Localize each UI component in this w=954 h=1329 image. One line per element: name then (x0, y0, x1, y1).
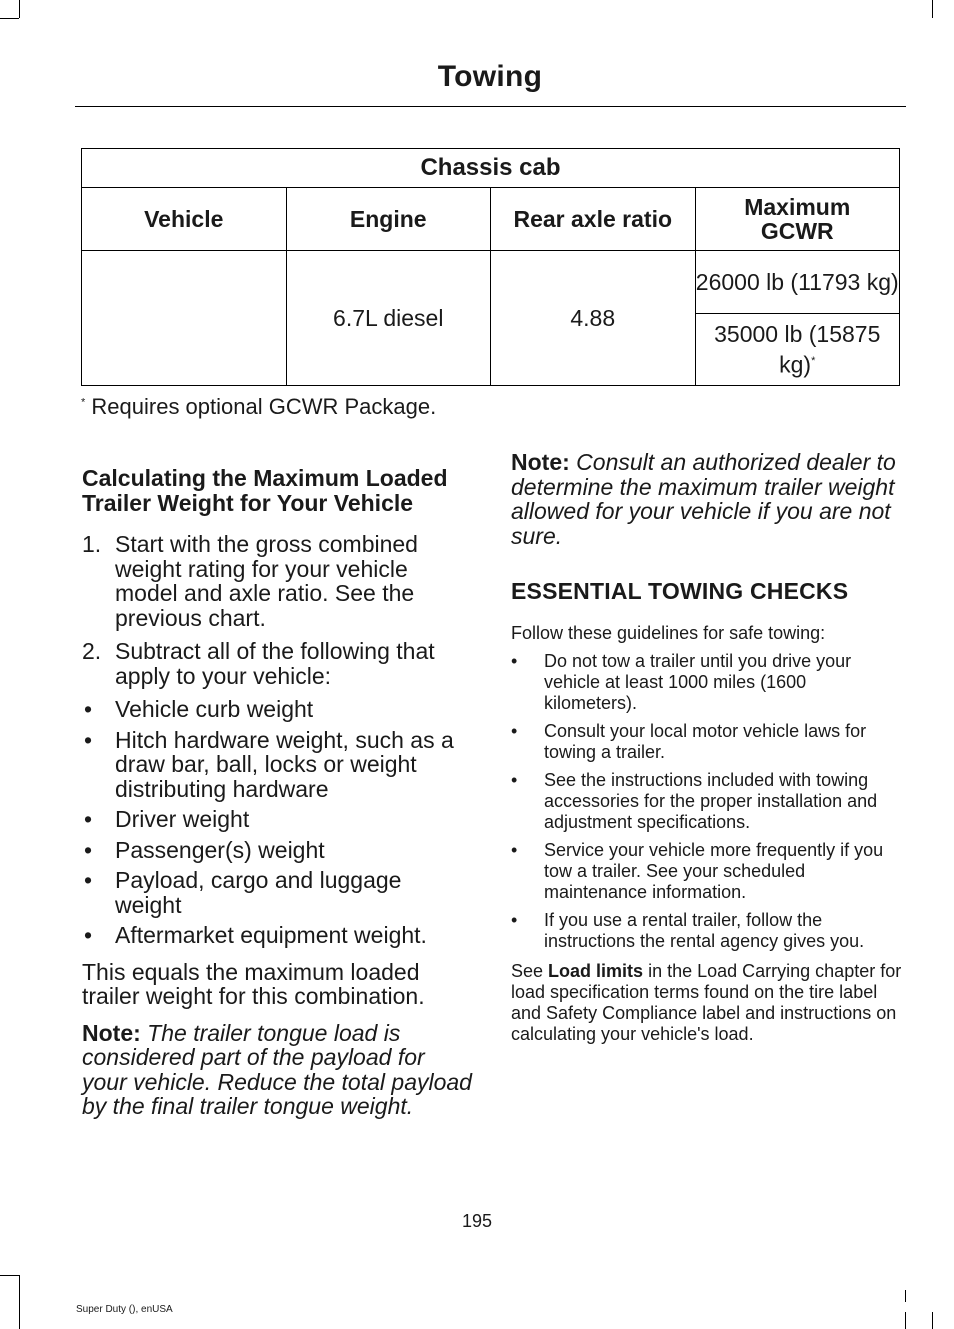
crop-mark (19, 1275, 20, 1329)
note-label: Note: (511, 449, 570, 475)
left-column (82, 466, 474, 1119)
item-text: Service your vehicle more frequently if you tow a trailer. See your scheduled maintenance information. (544, 840, 884, 902)
list-item (511, 840, 903, 903)
list-item (82, 728, 474, 802)
item-text: Do not tow a trailer until you drive your vehicle at least 1000 miles (1600 kilometers). (544, 651, 852, 713)
step-number: 1. (82, 531, 102, 557)
list-item (511, 651, 903, 714)
section-heading: Calculating the Maximum Loaded Trailer Weight for Your Vehicle (82, 465, 448, 516)
crop-mark (932, 1312, 933, 1329)
cell-gcwr-optional (695, 314, 900, 386)
note (511, 450, 903, 548)
list-item (511, 721, 903, 763)
load-limits-reference: Load limits (548, 961, 644, 981)
step-number: 2. (82, 638, 102, 664)
bullet: • (84, 867, 93, 893)
bullet: • (84, 726, 93, 753)
document-footer: Super Duty (), enUSA (76, 1304, 173, 1315)
result-paragraph: This equals the maximum loaded trailer weight for this combination. (82, 958, 425, 1009)
page-number: 195 (461, 1211, 493, 1231)
note (82, 1021, 474, 1119)
list-item (82, 868, 474, 917)
item-text: Passenger(s) weight (115, 836, 325, 863)
crop-mark (905, 1290, 906, 1302)
list-item (82, 923, 474, 948)
item-text: Driver weight (115, 806, 250, 832)
cell-vehicle (82, 251, 287, 386)
crop-mark (932, 0, 933, 18)
table-footnote (81, 394, 436, 420)
list-item (82, 697, 474, 722)
cell-engine: 6.7L diesel (286, 251, 491, 386)
section-heading: ESSENTIAL TOWING CHECKS (511, 578, 849, 604)
see-suffix: in the Load Carrying chapter for load specification terms found on the tire label and Safety Compliance label and instructions on calculating your vehicle's load. (511, 961, 902, 1044)
bullet: • (511, 840, 518, 860)
column-header-engine: Engine (286, 188, 491, 251)
item-text: See the instructions included with towing accessories for the proper installation and adjustment specifications. (544, 770, 878, 832)
item-text: Aftermarket equipment weight. (115, 922, 427, 948)
table-caption: Chassis cab (82, 149, 900, 188)
title-rule (75, 106, 906, 107)
column-header-vehicle: Vehicle (82, 188, 287, 251)
see-prefix: See (511, 961, 544, 981)
cell-gcwr: 26000 lb (11793 kg) (695, 251, 900, 314)
see-reference (511, 961, 903, 1045)
note-text: Consult an authorized dealer to determine the maximum trailer weight allowed for your vehicle if you are not sure. (511, 449, 896, 549)
step-text: Start with the gross combined weight rating for your vehicle model and axle ratio. See the previous chart. (115, 531, 418, 631)
step-text: Subtract all of the following that apply to your vehicle: (115, 638, 435, 689)
right-column (511, 450, 903, 1045)
crop-mark (19, 0, 20, 18)
footnote-marker: * (811, 354, 816, 367)
list-item (82, 838, 474, 863)
list-item (511, 770, 903, 833)
checks-list (511, 651, 903, 952)
weights-list (82, 697, 474, 948)
column-header-gcwr: Maximum GCWR (695, 188, 900, 251)
item-text: Consult your local motor vehicle laws for towing a trailer. (544, 721, 867, 762)
item-text: Hitch hardware weight, such as a draw bar, ball, locks or weight distributing hardware (115, 726, 454, 802)
intro-text: Follow these guidelines for safe towing: (511, 623, 826, 643)
cell-axle-ratio: 4.88 (491, 251, 696, 386)
bullet: • (84, 836, 93, 863)
bullet: • (84, 922, 93, 948)
page-title: Towing (437, 60, 543, 93)
bullet: • (84, 696, 93, 722)
note-label: Note: (82, 1019, 141, 1046)
crop-mark (0, 1275, 19, 1276)
item-text: Payload, cargo and luggage weight (115, 867, 402, 918)
footnote-text: Requires optional GCWR Package. (91, 394, 437, 419)
item-text: Vehicle curb weight (115, 696, 314, 722)
bullet: • (511, 651, 518, 671)
note-text: The trailer tongue load is considered part of the payload for your vehicle. Reduce the total payload by the final trailer tongue weight. (82, 1019, 472, 1119)
bullet: • (511, 910, 518, 930)
bullet: • (84, 806, 93, 832)
column-header-axle-ratio: Rear axle ratio (491, 188, 696, 251)
footnote-marker: * (81, 396, 86, 409)
crop-mark (905, 1312, 906, 1329)
list-item (82, 639, 474, 688)
list-item (511, 910, 903, 952)
list-item (82, 807, 474, 832)
bullet: • (511, 721, 518, 741)
bullet: • (511, 770, 518, 790)
steps-list (82, 532, 474, 688)
crop-mark (0, 18, 19, 19)
gcwr-value: 35000 lb (15875 kg) (714, 320, 881, 378)
gcwr-table (81, 148, 900, 386)
list-item (82, 532, 474, 630)
item-text: If you use a rental trailer, follow the instructions the rental agency gives you. (544, 910, 865, 951)
